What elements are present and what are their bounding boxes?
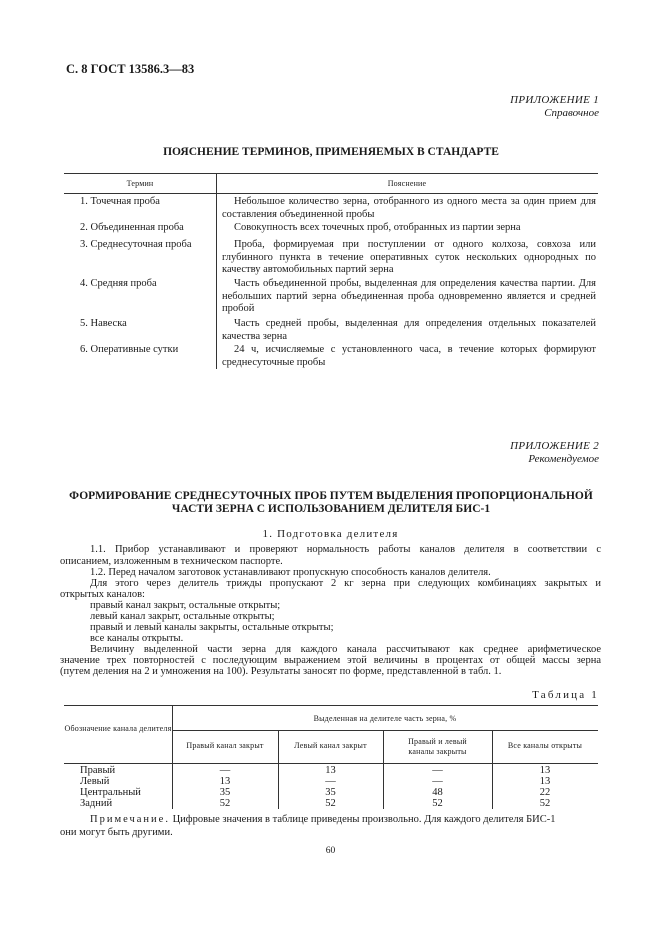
term-row-3: 3. Среднесуточная проба <box>80 239 192 250</box>
term-row-2: 2. Объединенная проба <box>80 222 184 233</box>
paragraph-1-1-line-2: описанием, изложенным в техническом паспорте. <box>60 556 283 567</box>
subsection-title: 1. Подготовка делителя <box>262 528 399 540</box>
section-2-title-line-2: ЧАСТИ ЗЕРНА С ИСПОЛЬЗОВАНИЕМ ДЕЛИТЕЛЯ БИС-1 <box>171 503 491 515</box>
document-header: С. 8 ГОСТ 13586.3—83 <box>66 62 195 76</box>
table-cell-4-3: 52 <box>432 798 443 809</box>
table-1-header-rule <box>64 763 598 764</box>
note-text-line-2: они могут быть другими. <box>60 826 173 838</box>
table-cell-3-1: 35 <box>219 787 231 798</box>
table-note <box>60 814 601 839</box>
table-cell-1-4: 13 <box>539 765 551 776</box>
table-cell-4-2: 52 <box>325 798 336 809</box>
appendix-1-status: Справочное <box>544 107 599 119</box>
appendix-2-label <box>510 440 599 466</box>
table-row-label-2: Левый <box>80 776 110 787</box>
appendix-2-title: ПРИЛОЖЕНИЕ 2 <box>510 440 599 452</box>
paragraph-1-2: 1.2. Перед началом заготовок устанавливают пропускную способность каналов делителя. <box>90 567 491 578</box>
paragraph-1-3-line-2: открытых каналов: <box>60 589 145 600</box>
table-1-subheader-1: Правый канал закрыт <box>186 741 264 750</box>
table-cell-2-4: 13 <box>539 776 551 787</box>
section-2-title-line-1: ФОРМИРОВАНИЕ СРЕДНЕСУТОЧНЫХ ПРОБ ПУТЕМ ВЫДЕЛЕНИЯ ПРОПОРЦИОНАЛЬНОЙ <box>69 490 593 502</box>
terms-table-header-rule <box>64 193 598 194</box>
appendix-1-label <box>510 94 599 120</box>
term-row-5: 5. Навеска <box>80 318 127 329</box>
terms-header-explanation: Пояснение <box>387 179 427 188</box>
paragraph-1-4-line-2: значение трех повторностей с последующим выражением этой величины в процентах от общей массы зерна <box>60 655 601 666</box>
table-1-subheader-3: Правый и левый каналы закрыты <box>408 737 467 756</box>
term-explanation-2: Совокупность всех точечных проб, отобранных из партии зерна <box>234 222 521 233</box>
page-number: 60 <box>325 846 336 856</box>
table-cell-3-3: 48 <box>432 787 443 798</box>
table-cell-2-3: — <box>432 776 443 787</box>
table-cell-3-4: 22 <box>539 787 551 798</box>
paragraph-1-1-line-1: 1.1. Прибор устанавливают и проверяют нормальность работы каналов делителя в соответствии с <box>90 544 601 555</box>
paragraph-1-4-line-3: (путем деления на 2 и умножения на 100). Результаты заносят по форме, представленной в табл. 1. <box>60 666 502 677</box>
term-explanation-4: Часть объединенной пробы, выделенная для определения качества партии. Для небольших партий зерна объединенная проба одновременно является и средней пробой <box>222 278 596 314</box>
combination-4: все каналы открыты. <box>90 633 184 644</box>
table-cell-1-3: — <box>432 765 443 776</box>
table-1-group-rule <box>172 730 598 731</box>
term-row-4: 4. Средняя проба <box>80 278 157 289</box>
paragraph-1-4-line-1: Величину выделенной части зерна для каждого канала рассчитывают как среднее арифметическое <box>90 644 601 655</box>
table-cell-2-2: — <box>325 776 336 787</box>
table-1-top-rule <box>64 705 598 706</box>
terms-header-term: Термин <box>126 179 154 188</box>
combination-3: правый и левый каналы закрыты, остальные открыты; <box>90 622 334 633</box>
combination-1: правый канал закрыт, остальные открыты; <box>90 600 281 611</box>
note-label: Примечание. <box>90 814 170 825</box>
table-1-group-header: Выделенная на делителе часть зерна, % <box>313 714 457 723</box>
term-explanation-6: 24 ч, исчисляемые с установленного часа, в течение которых формируют среднесуточные пробы <box>222 344 596 368</box>
combination-2: левый канал закрыт, остальные открыты; <box>90 611 275 622</box>
note-text-line-1: Цифровые значения в таблице приведены произвольно. Для каждого делителя БИС-1 <box>172 814 556 825</box>
term-row-1: 1. Точечная проба <box>80 196 160 207</box>
table-cell-2-1: 13 <box>219 776 231 787</box>
table-1-label: Таблица 1 <box>532 689 599 701</box>
term-row-6: 6. Оперативные сутки <box>80 344 179 355</box>
table-row-label-1: Правый <box>80 765 116 776</box>
table-cell-1-2: 13 <box>325 765 336 776</box>
table-1-subheader-4: Все каналы открыты <box>507 741 583 750</box>
table-row-label-4: Задний <box>80 798 113 809</box>
term-explanation-1: Небольшое количество зерна, отобранного из одного места за один прием для составления объединенной пробы <box>222 196 596 220</box>
table-row-label-3: Центральный <box>80 787 141 798</box>
terms-table-top-rule <box>64 173 598 174</box>
table-cell-1-1: — <box>219 765 231 776</box>
table-cell-4-1: 52 <box>219 798 231 809</box>
term-explanation-5: Часть средней пробы, выделенная для определения отдельных показателей качества зерна <box>222 318 596 342</box>
table-1-col0-header: Обозначение канала делителя <box>64 724 172 733</box>
appendix-2-status: Рекомендуемое <box>528 453 599 465</box>
paragraph-1-3-line-1: Для этого через делитель трижды пропускают 2 кг зерна при следующих комбинациях закрытых и <box>90 578 601 589</box>
table-cell-4-4: 52 <box>539 798 551 809</box>
table-cell-3-2: 35 <box>325 787 336 798</box>
table-1-subheader-2: Левый канал закрыт <box>294 741 367 750</box>
terms-table-column-rule <box>216 173 217 369</box>
section-1-title: ПОЯСНЕНИЕ ТЕРМИНОВ, ПРИМЕНЯЕМЫХ В СТАНДАРТЕ <box>163 146 499 158</box>
term-explanation-3: Проба, формируемая при поступлении от одного колхоза, совхоза или глубинного пункта в течение оперативных суток нескольких однородных по качеству автомобильных партий зерна <box>222 239 596 275</box>
appendix-1-title: ПРИЛОЖЕНИЕ 1 <box>510 94 599 106</box>
